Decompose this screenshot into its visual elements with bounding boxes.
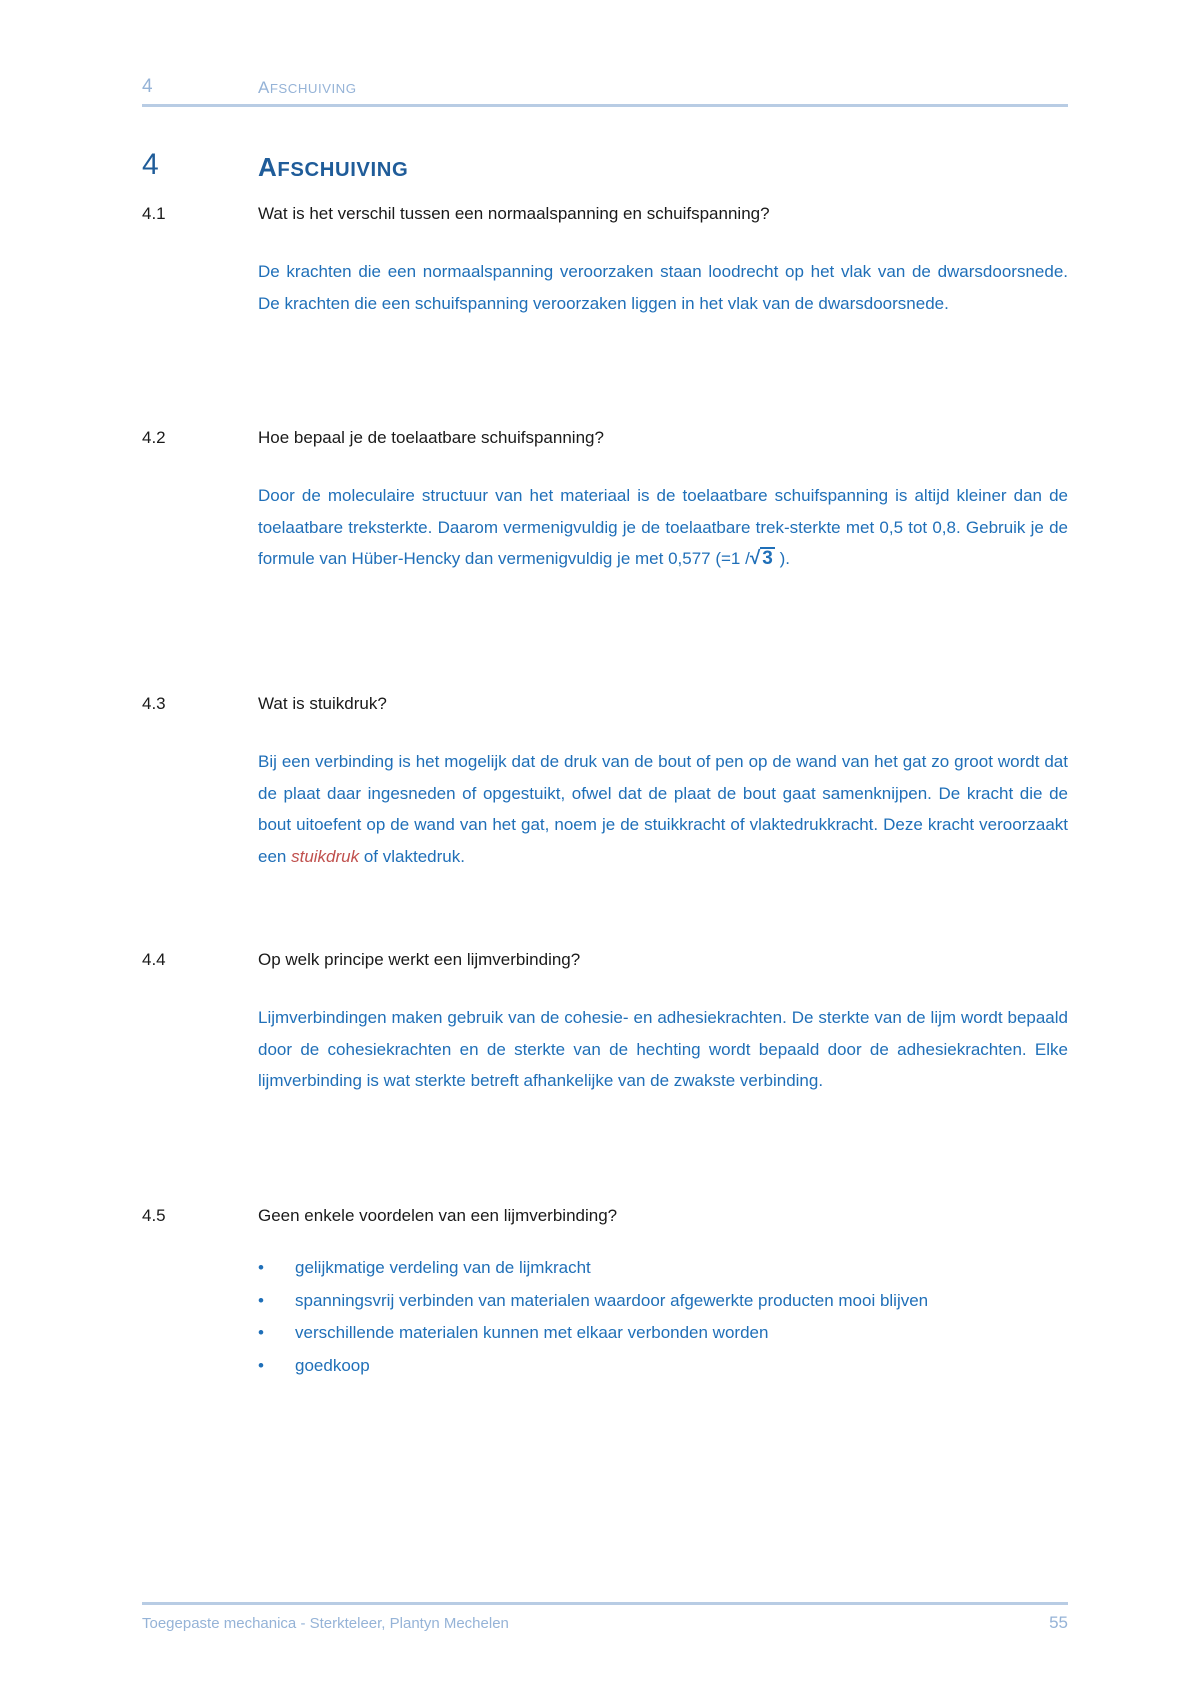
running-header-chapter-number: 4 bbox=[142, 76, 153, 97]
question-number: 4.4 bbox=[142, 950, 166, 969]
question-text: Geen enkele voordelen van een lijmverbinding? bbox=[258, 1206, 618, 1225]
answer-main-text: Door de moleculaire structuur van het materiaal is de toelaatbare schuifspanning is altijd kleiner dan de toelaatbare treksterkte. Daarom vermenigvuldig je de toelaatbare trek-sterkte met 0,5 tot 0,8. Gebruik je de formule van Hüber-Hencky dan vermenigvuldig je met 0,577 (=1 / bbox=[258, 486, 1068, 568]
chapter-title-initial: A bbox=[258, 152, 278, 182]
question-text: Wat is het verschil tussen een normaalspanning en schuifspanning? bbox=[258, 204, 770, 223]
running-header-title-initial: A bbox=[258, 78, 270, 97]
footer-source: Toegepaste mechanica - Sterkteleer, Plantyn Mechelen bbox=[142, 1615, 509, 1632]
answer-text: De krachten die een normaalspanning veroorzaken staan loodrecht op het vlak van de dwarsdoorsnede. De krachten die een schuifspanning veroorzaken liggen in het vlak van de dwarsdoorsnede. bbox=[258, 262, 1068, 313]
bullet-icon: • bbox=[258, 1355, 264, 1375]
radical-sign: √ bbox=[749, 548, 761, 569]
question-number: 4.3 bbox=[142, 694, 166, 713]
question-text: Hoe bepaal je de toelaatbare schuifspanning? bbox=[258, 428, 604, 447]
square-root-formula bbox=[750, 543, 775, 575]
running-header bbox=[142, 76, 1068, 107]
answer-text-before: Bij een verbinding is het mogelijk dat de druk van de bout of pen op de wand van het gat zo groot wordt dat de plaat daar ingesneden of opgestuikt, ofwel dat de plaat de bout gaat samenknijpen. De kracht die de bout uitoefent op de wand van het gat, noem je de stuikkracht of vlaktedrukkracht. Deze kracht veroorzaakt een bbox=[258, 752, 1068, 866]
question-text: Wat is stuikdruk? bbox=[258, 694, 387, 713]
chapter-number: 4 bbox=[142, 148, 159, 181]
list-item bbox=[258, 1323, 928, 1356]
radicand: 3 bbox=[762, 548, 773, 569]
question-number: 4.1 bbox=[142, 204, 166, 223]
question-number: 4.2 bbox=[142, 428, 166, 447]
bullet-icon: • bbox=[258, 1290, 264, 1310]
list-item bbox=[258, 1258, 928, 1291]
answer-text: Lijmverbindingen maken gebruik van de cohesie- en adhesiekrachten. De sterkte van de lijm wordt bepaald door de cohesiekrachten en de sterkte van de hechting wordt bepaald door de adhesiekrachten. Elke lijmverbinding is wat sterkte betreft afhankelijke van de zwakste verbinding. bbox=[258, 1008, 1068, 1090]
advantages-list bbox=[258, 1258, 928, 1388]
chapter-title bbox=[258, 152, 408, 183]
list-item bbox=[258, 1291, 928, 1324]
question-text: Op welk principe werkt een lijmverbinding? bbox=[258, 950, 581, 969]
answer-text bbox=[258, 746, 1068, 872]
question-number: 4.5 bbox=[142, 1206, 166, 1225]
list-item-text: spanningsvrij verbinden van materialen waardoor afgewerkte producten mooi blijven bbox=[295, 1290, 929, 1310]
bullet-icon: • bbox=[258, 1323, 264, 1342]
highlighted-term: stuikdruk bbox=[291, 846, 360, 866]
running-header-chapter-title bbox=[258, 78, 357, 98]
list-item-text: goedkoop bbox=[295, 1355, 370, 1375]
answer-text-after: of vlaktedruk. bbox=[359, 846, 465, 866]
chapter-title-rest: FSCHUIVING bbox=[277, 159, 409, 181]
answer-end-text: ). bbox=[774, 549, 790, 568]
list-item-text: verschillende materialen kunnen met elkaar verbonden worden bbox=[295, 1323, 769, 1342]
page-footer bbox=[142, 1602, 1068, 1632]
running-header-title-rest: FSCHUIVING bbox=[269, 81, 357, 96]
list-item-text: gelijkmatige verdeling van de lijmkracht bbox=[295, 1258, 591, 1277]
answer-text bbox=[258, 480, 1068, 575]
page-number: 55 bbox=[1049, 1613, 1068, 1632]
list-item bbox=[258, 1356, 928, 1389]
bullet-icon: • bbox=[258, 1258, 264, 1277]
